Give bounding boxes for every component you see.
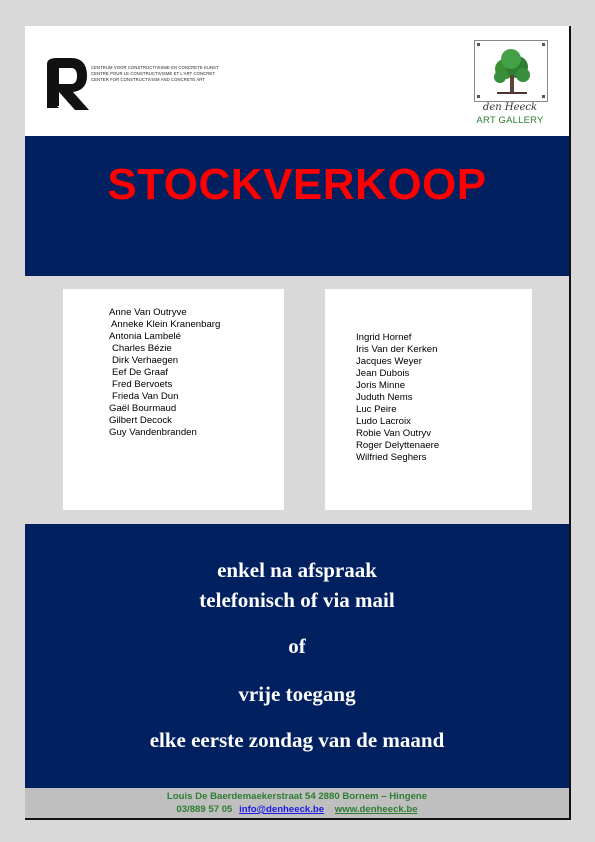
email-link[interactable]: info@denheeck.be — [239, 804, 325, 815]
center-line-fr: CENTRE POUR LE CONSTRUCTIVISME ET L'ART CONCRET — [91, 71, 215, 76]
footer-phone: 03/889 57 05 — [176, 804, 233, 815]
gallery-frame — [474, 40, 548, 102]
info-free-access: vrije toegang — [238, 682, 356, 706]
info-contact: telefonisch of via mail — [199, 588, 395, 612]
flyer-page — [25, 26, 571, 820]
website-link[interactable]: www.denheeck.be — [334, 804, 418, 815]
artist-name: Luc Peire — [356, 404, 397, 415]
info-band — [25, 524, 569, 788]
artist-name: Jean Dubois — [356, 368, 410, 379]
gallery-logo — [470, 40, 550, 128]
artists-area — [25, 276, 569, 524]
artist-name: Joris Minne — [356, 380, 406, 391]
artists-box-right — [325, 289, 532, 510]
artist-name: Jacques Weyer — [356, 356, 422, 367]
artist-name: Eef De Graaf — [112, 367, 168, 378]
header — [25, 26, 569, 136]
gallery-subtitle: ART GALLERY — [476, 115, 544, 126]
artists-list-left — [109, 307, 220, 439]
artist-name: Gaël Bourmaud — [109, 403, 177, 414]
info-or: of — [288, 634, 306, 658]
artist-name: Fred Bervoets — [112, 379, 173, 390]
artist-name: Frieda Van Dun — [112, 391, 179, 402]
center-line-en: CENTER FOR CONSTRUCTIVISM AND CONCRETE ART — [91, 77, 205, 82]
artist-name: Dirk Verhaegen — [112, 355, 179, 366]
artist-name: Iris Van der Kerken — [356, 344, 438, 355]
artist-name: Ludo Lacroix — [356, 416, 411, 427]
info-appointment: enkel na afspraak — [217, 558, 377, 582]
footer-contact — [25, 804, 569, 815]
footer-address: Louis De Baerdemaekerstraat 54 2880 Bornem – Hingene — [166, 791, 428, 802]
artist-name: Roger Delyttenaere — [356, 440, 440, 451]
center-line-nl: CENTRUM VOOR CONSTRUCTIVISME EN CONCRETE KUNST — [91, 65, 219, 70]
footer — [25, 788, 569, 818]
artist-name: Guy Vandenbranden — [109, 427, 197, 438]
artist-name: Ingrid Hornef — [356, 332, 412, 343]
artists-box-left — [63, 289, 284, 510]
artists-list-right — [356, 332, 439, 464]
artist-name: Charles Bézie — [112, 343, 172, 354]
page-title: STOCKVERKOOP — [107, 160, 487, 209]
center-description — [91, 65, 219, 83]
artist-name: Gilbert Decock — [109, 415, 172, 426]
gallery-name: den Heeck — [482, 102, 538, 113]
tree-icon — [475, 41, 547, 101]
artist-name: Anne Van Outryve — [109, 307, 187, 318]
center-logo-icon — [45, 56, 91, 112]
title-band — [25, 136, 569, 276]
artist-name: Wilfried Seghers — [356, 452, 427, 463]
artist-name: Robie Van Outryv — [356, 428, 432, 439]
artist-name: Juduth Nems — [356, 392, 413, 403]
artist-name: Antonia Lambelé — [109, 331, 182, 342]
artist-name: Anneke Klein Kranenbarg — [111, 319, 221, 330]
info-first-sunday: elke eerste zondag van de maand — [149, 728, 445, 752]
